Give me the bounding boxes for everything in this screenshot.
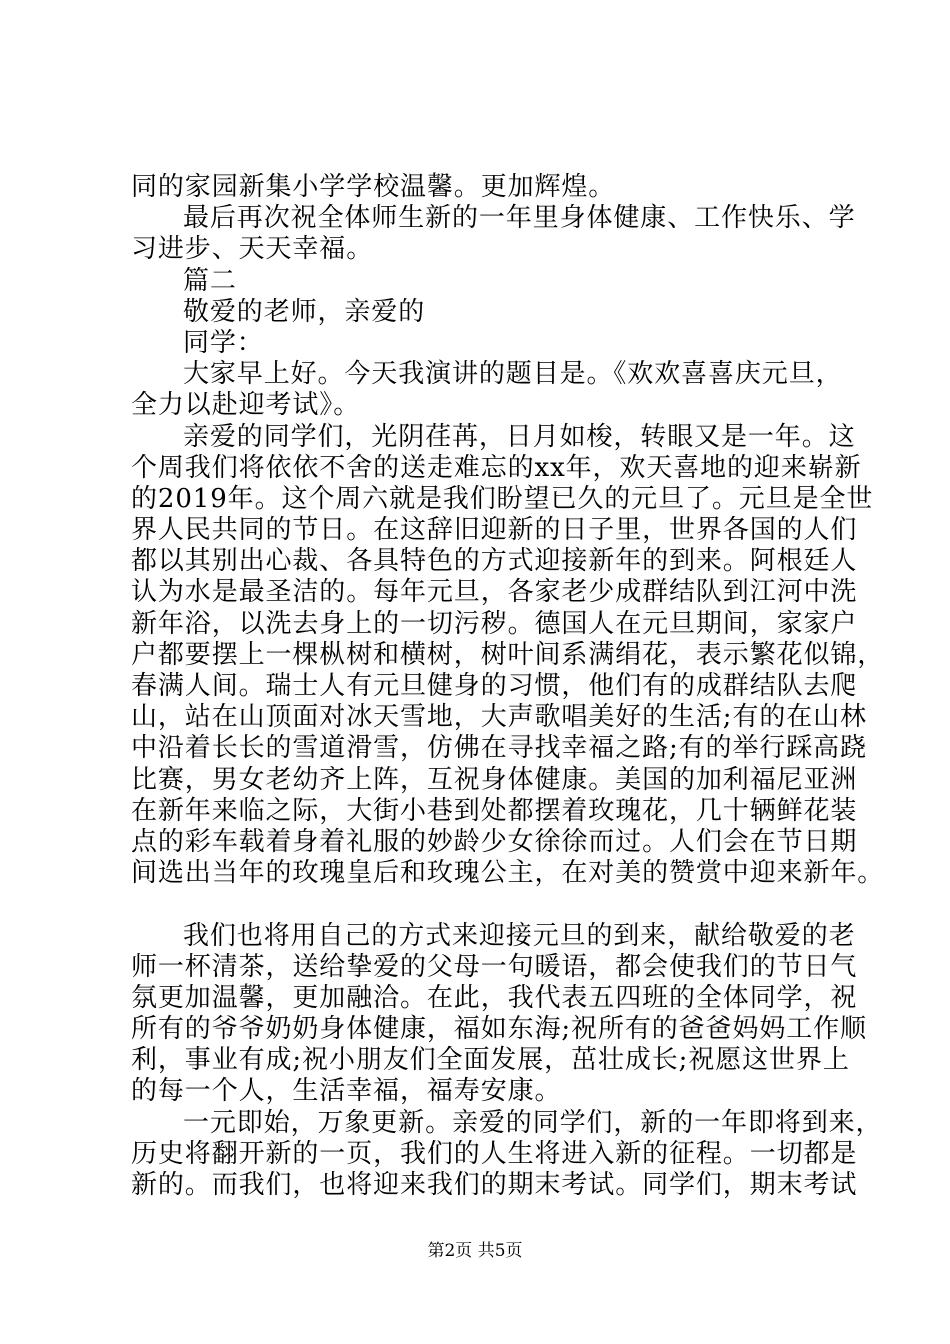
text-line: 师一杯清茶，送给挚爱的父母一句暖语，都会使我们的节日气: [131, 951, 858, 982]
text-line: 春满人间。瑞士人有元旦健身的习惯，他们有的成群结队去爬: [131, 671, 858, 701]
text-line: 新的。而我们，也将迎来我们的期末考试。同学们，期末考试: [131, 1170, 858, 1200]
text-line: 比赛，男女老幼齐上阵，互祝身体健康。美国的加利福尼亚洲: [131, 764, 858, 795]
text-line: 利，事业有成;祝小朋友们全面发展，茁壮成长;祝愿这世界上: [131, 1045, 850, 1076]
text-line: 户都要摆上一棵枞树和横树，树叶间系满绢花，表示繁花似锦，: [131, 639, 885, 670]
document-body: [131, 172, 885, 1201]
text-line: 所有的爷爷奶奶身体健康，福如东海;祝所有的爸爸妈妈工作顺: [131, 1014, 867, 1045]
text-line: 我们也将用自己的方式来迎接元旦的到来，献给敬爱的老: [183, 920, 856, 951]
text-line: 中沿着长长的雪道滑雪，仿佛在寻找幸福之路;有的举行踩高跷: [131, 733, 867, 764]
text-line: 亲爱的同学们，光阴荏苒，日月如梭，转眼又是一年。这: [183, 421, 856, 452]
text-line: 的2019年。这个周六就是我们盼望已久的元旦了。元旦是全世: [131, 483, 874, 514]
text-line: 最后再次祝全体师生新的一年里身体健康、工作快乐、学: [183, 203, 856, 234]
text-line: 一元即始，万象更新。亲爱的同学们，新的一年即将到来，: [183, 1107, 883, 1138]
page-footer: 第2页 共5页: [427, 1241, 523, 1261]
text-line: 全力以赴迎考试》。: [131, 390, 361, 421]
text-line: [131, 889, 851, 920]
text-line: 山，站在山顶面对冰天雪地，大声歌唱美好的生活;有的在山林: [131, 702, 867, 733]
text-line: 大家早上好。今天我演讲的题目是。《欢欢喜喜庆元旦，: [183, 359, 843, 390]
text-line: 间选出当年的玫瑰皇后和玫瑰公主，在对美的赞赏中迎来新年。: [131, 858, 885, 889]
text-line: 新年浴，以洗去身上的一切污秽。德国人在元旦期间，家家户: [131, 608, 858, 639]
text-line: 在新年来临之际，大街小巷到处都摆着玫瑰花，几十辆鲜花装: [131, 795, 858, 826]
text-line: 习进步、天天幸福。: [131, 234, 374, 265]
text-line: 界人民共同的节日。在这辞旧迎新的日子里，世界各国的人们: [131, 515, 858, 546]
text-line: 的每一个人，生活幸福，福寿安康。: [131, 1076, 562, 1107]
text-line: 都以其别出心裁、各具特色的方式迎接新年的到来。阿根廷人: [131, 546, 858, 577]
text-line: 敬爱的老师，亲爱的: [183, 296, 426, 327]
text-line: 点的彩车载着身着礼服的妙龄少女徐徐而过。人们会在节日期: [131, 826, 858, 857]
text-line: 历史将翻开新的一页，我们的人生将进入新的征程。一切都是: [131, 1138, 858, 1169]
text-line: 个周我们将依依不舍的送走难忘的xx年，欢天喜地的迎来崭新: [131, 452, 862, 483]
text-line: 同的家园新集小学学校温馨。更加辉煌。: [131, 172, 616, 202]
text-line: 篇二: [183, 265, 237, 296]
text-line: 认为水是最圣洁的。每年元旦，各家老少成群结队到江河中洗: [131, 577, 858, 608]
text-line: 同学：: [183, 327, 264, 358]
text-line: 氛更加温馨，更加融洽。在此，我代表五四班的全体同学，祝: [131, 982, 858, 1013]
